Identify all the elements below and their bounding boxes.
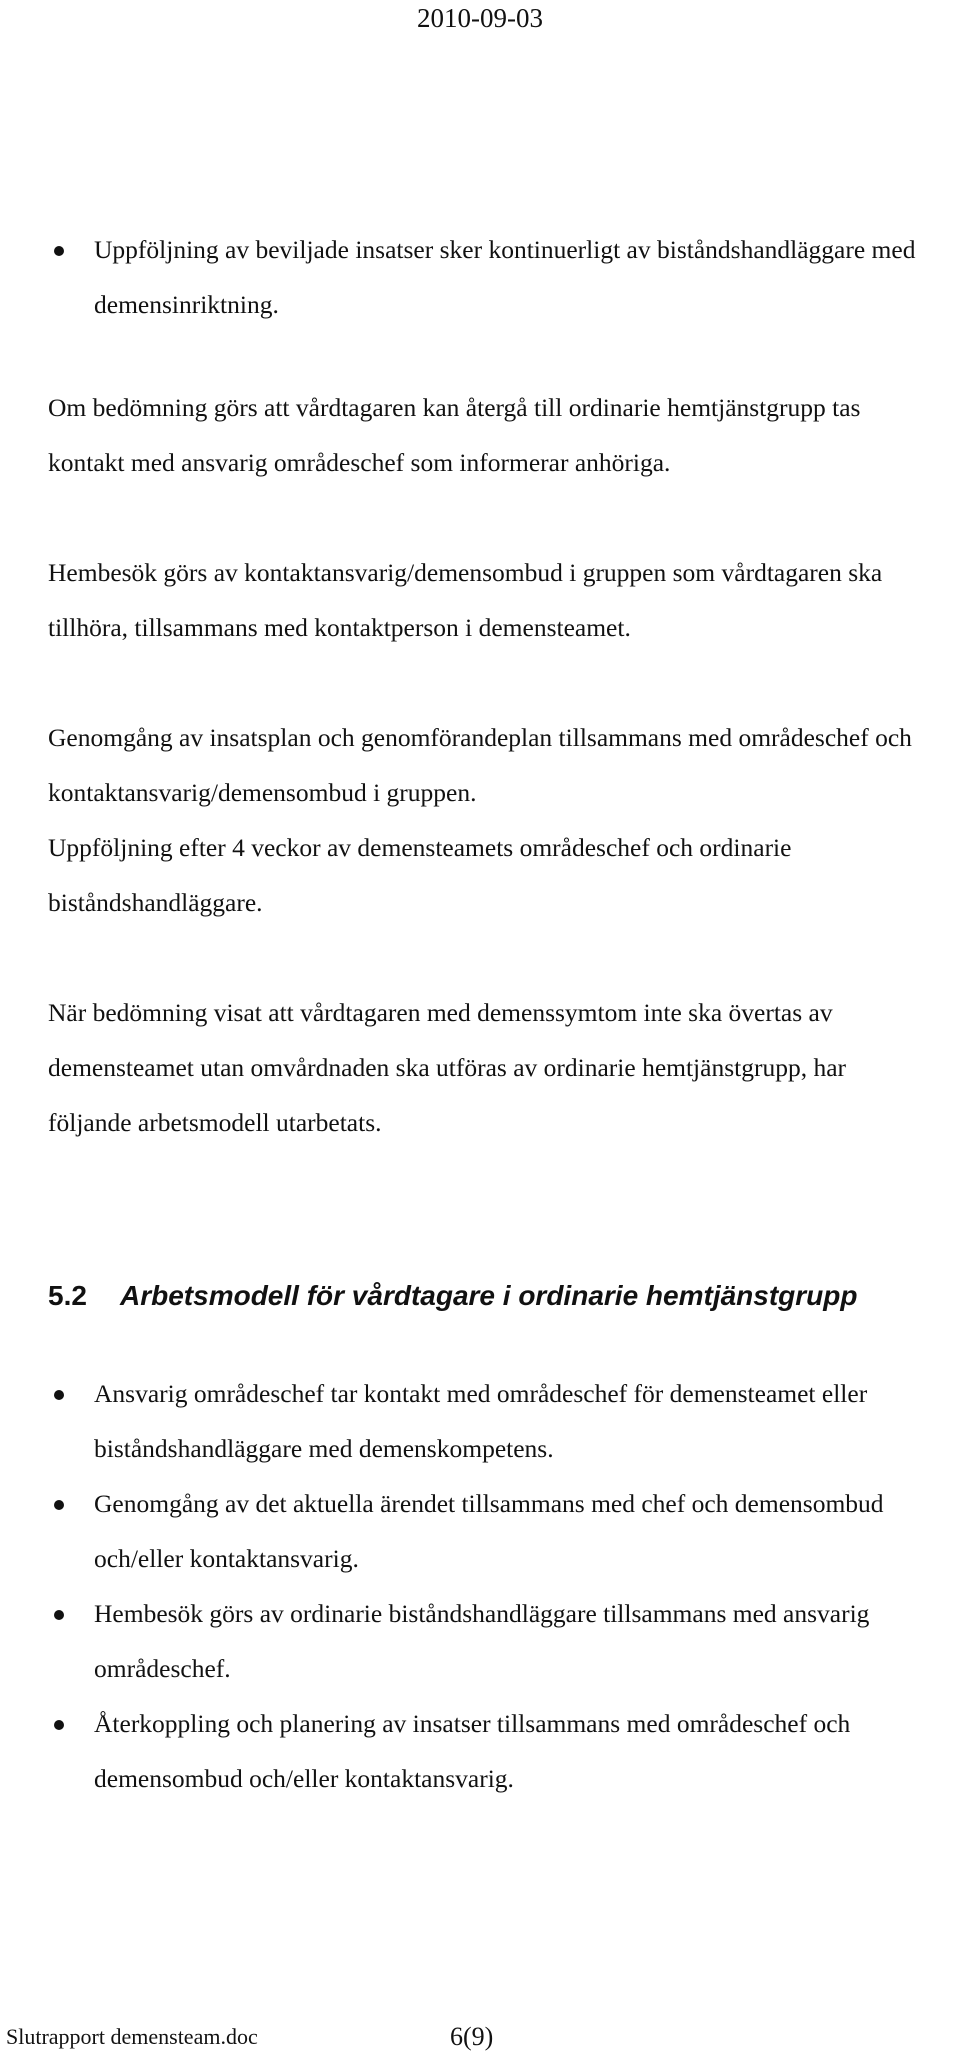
paragraph-review-plan: Genomgång av insatsplan och genomförandeplan tillsammans med områdeschef och kontaktansvarig/demensombud i gruppen. xyxy=(48,723,912,807)
bullet-text: Ansvarig områdeschef tar kontakt med områdeschef för demensteamet eller biståndshandläggare med demenskompetens. xyxy=(94,1379,868,1463)
bullet-icon xyxy=(48,1366,70,1421)
bullet-icon xyxy=(48,1476,70,1531)
section-heading xyxy=(48,1276,938,1316)
footer-page-number: 6(9) xyxy=(450,2022,494,2051)
bullet-icon xyxy=(48,1586,70,1641)
paragraph-home-visit: Hembesök görs av kontaktansvarig/demensombud i gruppen som vårdtagaren ska tillhöra, tillsammans med kontaktperson i demensteamet. xyxy=(48,558,883,642)
bullet-text: Hembesök görs av ordinarie biståndshandläggare tillsammans med ansvarig områdeschef. xyxy=(94,1599,870,1683)
bullet-item-feedback xyxy=(48,1696,938,1806)
page-footer xyxy=(0,2020,960,2055)
section-number: 5.2 xyxy=(48,1280,87,1311)
paragraph-return-to-ordinary: Om bedömning görs att vårdtagaren kan återgå till ordinarie hemtjänstgrupp tas kontakt med ansvarig områdeschef som informerar anhöriga. xyxy=(48,393,861,477)
section-title: Arbetsmodell för vårdtagare i ordinarie hemtjänstgrupp xyxy=(120,1280,858,1311)
header-date: 2010-09-03 xyxy=(417,3,543,33)
bullet-item-review xyxy=(48,1476,938,1586)
paragraph-followup-4-weeks: Uppföljning efter 4 veckor av demensteamets områdeschef och ordinarie biståndshandläggare. xyxy=(48,833,792,917)
bullet-icon xyxy=(48,1696,70,1751)
paragraph-work-model-intro: När bedömning visat att vårdtagaren med demenssymtom inte ska övertas av demensteamet utan omvårdnaden ska utföras av ordinarie hemtjänstgrupp, har följande arbetsmodell utarbetats. xyxy=(48,998,847,1137)
bullet-text: Uppföljning av beviljade insatser sker kontinuerligt av biståndshandläggare med demensinriktning. xyxy=(94,235,916,319)
bullet-icon xyxy=(48,222,70,277)
bullet-text: Genomgång av det aktuella ärendet tillsammans med chef och demensombud och/eller kontaktansvarig. xyxy=(94,1489,884,1573)
footer-filename: Slutrapport demensteam.doc xyxy=(6,2024,258,2049)
bullet-text: Återkoppling och planering av insatser tillsammans med områdeschef och demensombud och/eller kontaktansvarig. xyxy=(94,1709,851,1793)
bullet-item-contact xyxy=(48,1366,938,1476)
bullet-item-followup xyxy=(48,222,938,332)
bullet-item-home-visit xyxy=(48,1586,938,1696)
